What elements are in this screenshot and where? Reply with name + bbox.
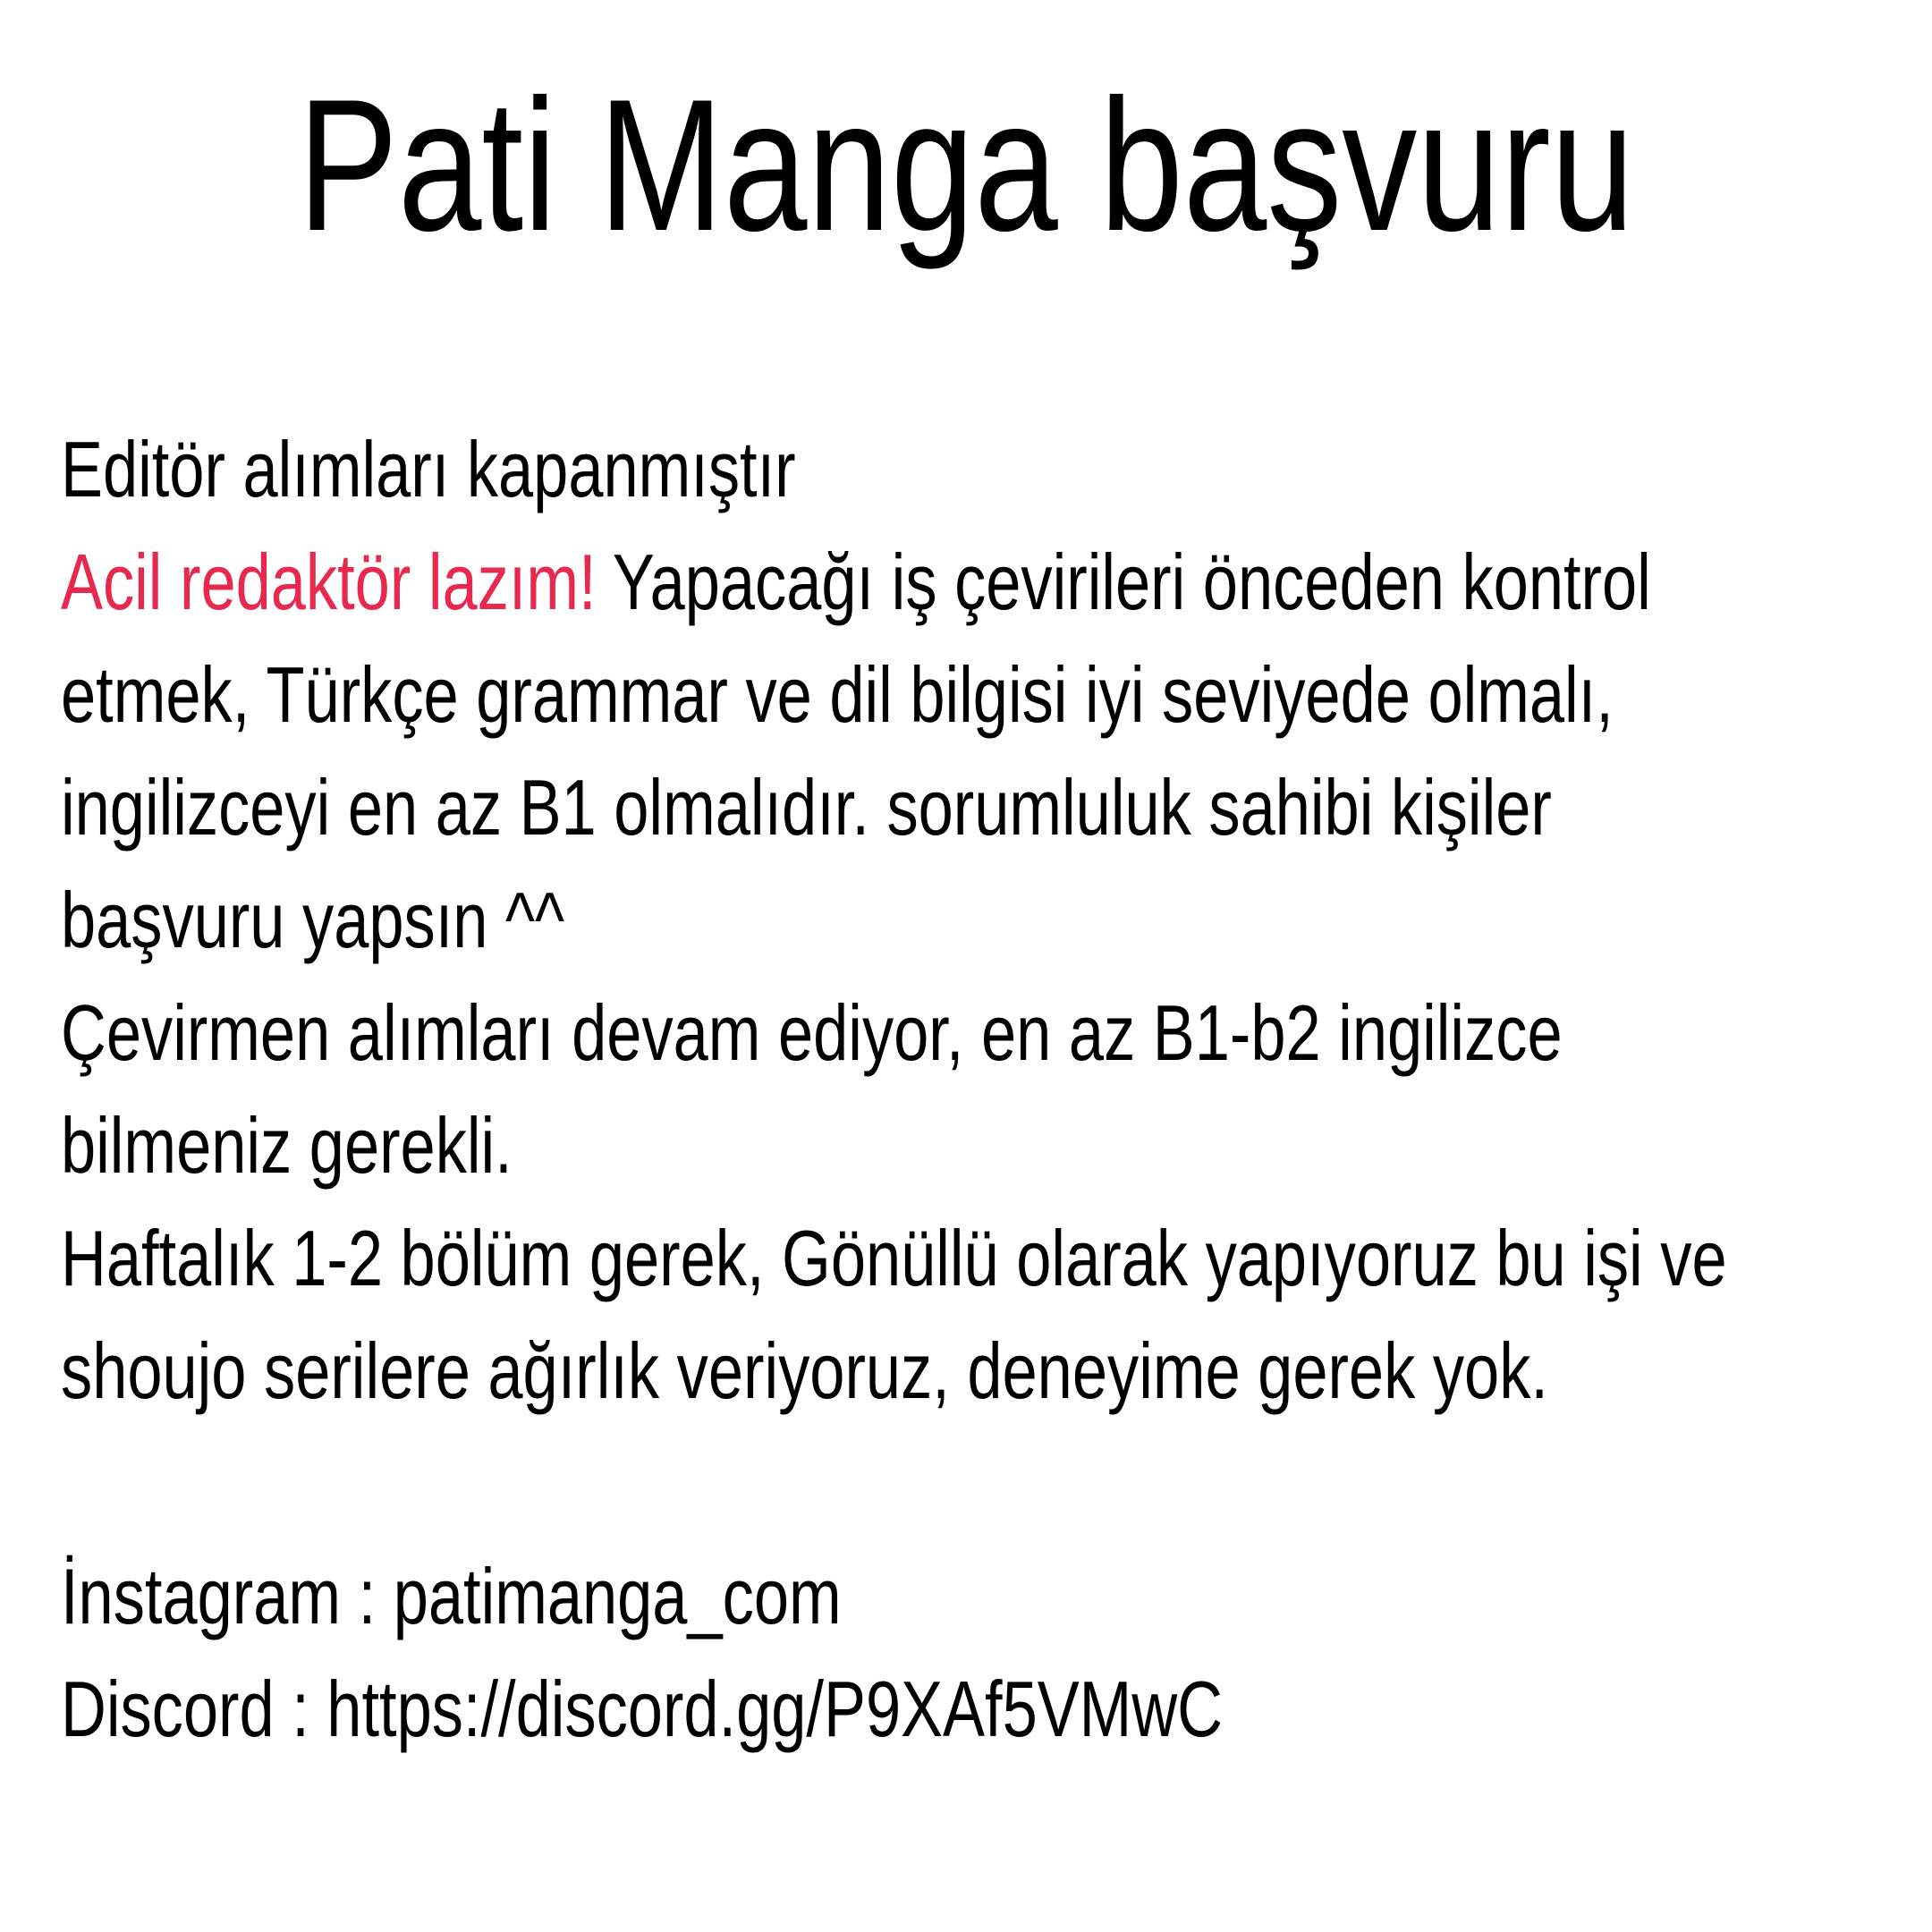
editor-closed-text: Editör alımları kapanmıştır bbox=[61, 425, 796, 513]
spacer bbox=[61, 1428, 1828, 1540]
body-line-3: etmek, Türkçe grammar ve dil bilgisi iyi seviyede olmalı, bbox=[61, 650, 1614, 739]
body-line-4: ingilizceyi en az B1 olmalıdır. sorumluluk sahibi kişiler bbox=[61, 763, 1552, 852]
body-line-7: bilmeniz gerekli. bbox=[61, 1101, 513, 1190]
instagram-contact: İnstagram : patimanga_com bbox=[61, 1552, 842, 1640]
discord-contact: Discord : https://discord.gg/P9XAf5VMwC bbox=[61, 1665, 1223, 1753]
body-line-5: başvuru yapsın ^^ bbox=[61, 876, 565, 964]
urgent-line-rest: Yapacağı iş çevirileri önceden kontrol bbox=[596, 538, 1651, 626]
urgent-proofreader-line bbox=[61, 526, 1828, 639]
body-line-8: Haftalık 1-2 bölüm gerek, Gönüllü olarak yapıyoruz bu işi ve bbox=[61, 1214, 1727, 1302]
announcement-body bbox=[61, 413, 1828, 1766]
urgent-highlight: Acil redaktör lazım! bbox=[61, 538, 597, 626]
body-line-9: shoujo serilere ağırlık veriyoruz, deneyime gerek yok. bbox=[61, 1326, 1548, 1415]
translator-line: Çevirmen alımları devam ediyor, en az B1-b2 ingilizce bbox=[61, 988, 1563, 1077]
page-title: Pati Manga başvuru bbox=[297, 60, 1635, 270]
